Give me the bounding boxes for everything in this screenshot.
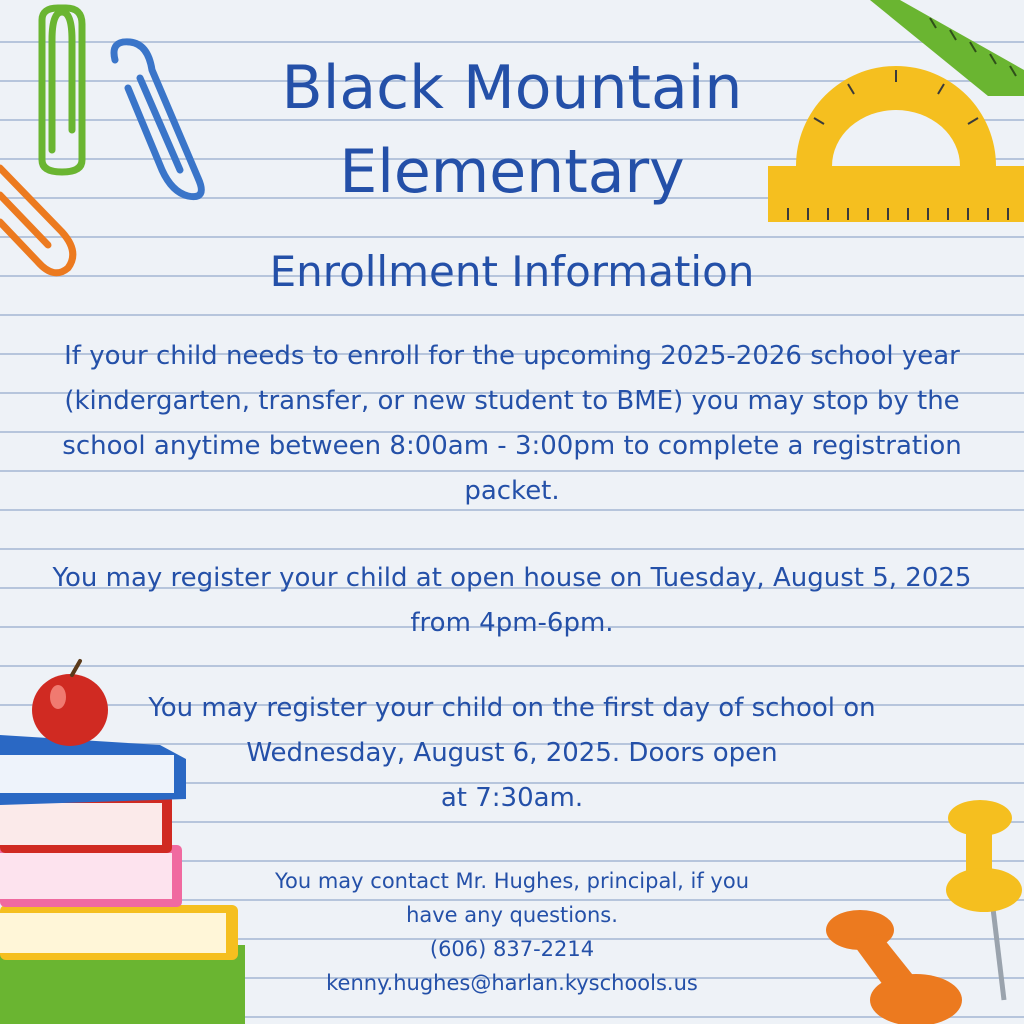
first-day-line3: at 7:30am. (440, 783, 584, 813)
first-day-line2: Wednesday, August 6, 2025. Doors open (246, 738, 778, 768)
page-title: Enrollment Information (269, 247, 755, 296)
enrollment-paragraph: If your child needs to enroll for the upcoming 2025-2026 school year (kindergarten, transfer, or new student to BME) you may stop by the school anytime between 8:00am - 3:00pm to complete a registration packet. (62, 341, 962, 506)
contact-email[interactable]: kenny.hughes@harlan.kyschools.us (326, 971, 698, 995)
first-day-paragraph (40, 686, 984, 821)
contact-block (200, 864, 824, 1000)
contact-phone[interactable]: (606) 837-2214 (429, 937, 595, 961)
contact-line1: You may contact Mr. Hughes, principal, if you (274, 869, 750, 893)
open-house-paragraph: You may register your child at open house on Tuesday, August 5, 2025 from 4pm-6pm. (52, 563, 972, 638)
school-name-line1: Black Mountain (281, 53, 743, 123)
school-name-line2: Elementary (339, 137, 685, 207)
orange-pushpin-icon (820, 900, 970, 1024)
contact-line2: have any questions. (406, 903, 618, 927)
first-day-line1: You may register your child on the first day of school on (148, 693, 876, 723)
